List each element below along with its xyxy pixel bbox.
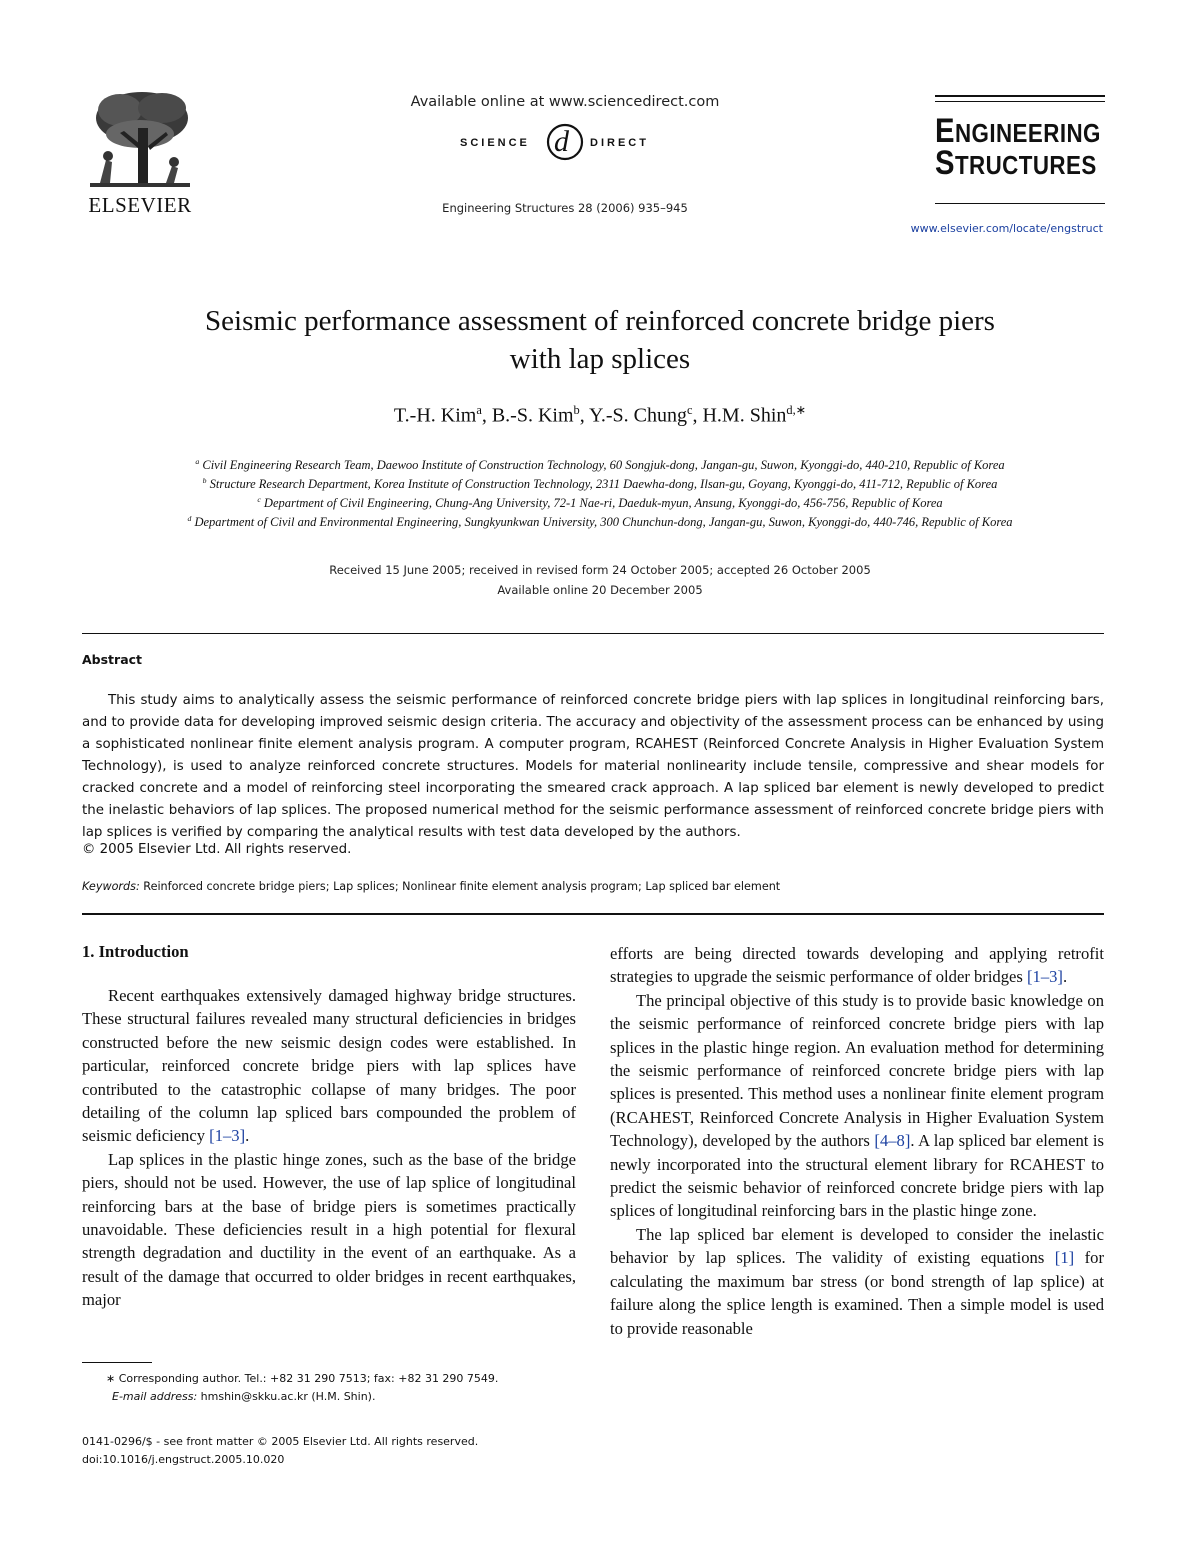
author-affil-mark: d,∗: [786, 403, 807, 417]
available-online-text: Available online at www.sciencedirect.com: [410, 94, 720, 110]
paper-title: Seismic performance assessment of reinforced concrete bridge piers with lap splices: [205, 305, 995, 375]
affiliation-b: $^b$ Structure Research Department, Korea Institute of Construction Technology, 2311 Daewha-dong, Ilsan-gu, Goyang, Kyonggi-do, 411-712, Republic of Korea: [202, 476, 998, 492]
author-name: Y.-S. Chung: [588, 404, 687, 427]
author-name: H.M. Shin: [702, 404, 787, 427]
journal-title-logo: ENGINEERING STRUCTURES: [935, 112, 1101, 182]
abstract-bottom-rule: [82, 913, 1104, 915]
journal-url-link[interactable]: www.elsevier.com/locate/engstruct: [910, 222, 1103, 235]
affiliation-a: $^a$ Civil Engineering Research Team, Daewoo Institute of Construction Technology, 60 Songjuk-dong, Jangan-gu, Suwon, Kyonggi-do, 440-210, Republic of Korea: [195, 457, 1005, 473]
sciencedirect-left-word: SCIENCE: [460, 137, 530, 149]
footnote-rule: [82, 1362, 152, 1363]
author-affil-mark: a: [476, 403, 482, 417]
corresponding-author-note: ∗ Corresponding author. Tel.: +82 31 290 7513; fax: +82 31 290 7549.: [106, 1372, 499, 1385]
keywords-list: Reinforced concrete bridge piers; Lap splices; Nonlinear finite element analysis program; Lap spliced bar element: [143, 880, 781, 893]
affiliation-c: $^c$ Department of Civil Engineering, Chung-Ang University, 72-1 Nae-ri, Daeduk-myun, Ansung, Kyonggi-do, 456-756, Republic of Korea: [257, 495, 943, 511]
citation-link[interactable]: [4–8]: [874, 1131, 911, 1151]
journal-reference: Engineering Structures 28 (2006) 935–945: [442, 201, 688, 215]
abstract-top-rule: [82, 633, 1104, 634]
publisher-name: ELSEVIER: [88, 193, 192, 217]
author-affil-mark: c: [686, 403, 693, 417]
section-heading-introduction: 1. Introduction: [82, 942, 189, 961]
left-column: [82, 984, 576, 1312]
journal-title-rule-top: [935, 95, 1105, 97]
keywords-label: Keywords:: [82, 880, 140, 893]
citation-link[interactable]: [1–3]: [1027, 967, 1063, 987]
paragraph: Lap splices in the plastic hinge zones, such as the base of the bridge piers, should not be used. However, the use of lap splice of longitudinal reinforcing bars at the base of bridge piers is sometimes practically unavoidable. These deficiencies result in a high potential for flexural strength degradation and ductility in the event of an earthquake. As a result of the damage that occurred to older bridges in recent earthquakes, major: [82, 1149, 576, 1310]
sciencedirect-at-logo: [440, 118, 690, 164]
paragraph: The lap spliced bar element is developed to consider the inelastic behavior by lap splices. The validity of existing equations [1] for calculating the maximum bar stress (or bond strength of lap splice) at failure along the splice length is examined. Then a simple model is used to provide reasonable: [610, 1224, 1104, 1338]
footnote: [82, 1370, 576, 1406]
abstract-body: This study aims to analytically assess the seismic performance of reinforced concrete bridge piers with lap splices in longitudinal reinforcing bars, and to provide data for developing improved seismic design criteria. The accuracy and objectivity of the assessment process can be enhanced by using a sophisticated nonlinear finite element analysis program. A computer program, RCAHEST (Reinforced Concrete Analysis in Higher Evaluation System Technology), is used to analyze reinforced concrete structures. Models for material nonlinearity include tensile, compressive and shear models for cracked concrete and a model of reinforcing steel incorporating the smeared crack approach. A lap spliced bar element is newly developed to predict the inelastic behaviors of lap splices. The proposed numerical method for the seismic performance assessment of reinforced concrete bridge piers with lap splices is verified by comparing the analytical results with test data developed by the authors.: [82, 693, 1104, 840]
author-affil-mark: b: [573, 403, 580, 417]
article-dates: Received 15 June 2005; received in revised form 24 October 2005; accepted 26 October 2005 Available online 20 December 2005: [329, 563, 871, 597]
citation-link[interactable]: [1]: [1054, 1248, 1075, 1268]
author-name: B.-S. Kim: [491, 404, 574, 427]
right-column: [610, 942, 1104, 1340]
doi-line[interactable]: doi:10.1016/j.engstruct.2005.10.020: [82, 1453, 285, 1466]
email-note: E-mail address: hmshin@skku.ac.kr (H.M. Shin).: [112, 1390, 376, 1403]
journal-title-rule-second: [935, 101, 1105, 102]
affiliation-d: $^d$ Department of Civil and Environmental Engineering, Sungkyunkwan University, 300 Chunchun-dong, Jangan-gu, Suwon, Kyonggi-do, 440-746, Republic of Korea: [187, 514, 1013, 530]
email-address[interactable]: hmshin@skku.ac.kr (H.M. Shin).: [197, 1390, 376, 1403]
issn-line: 0141-0296/$ - see front matter © 2005 Elsevier Ltd. All rights reserved.: [82, 1435, 479, 1448]
paragraph: The principal objective of this study is to provide basic knowledge on the seismic performance of reinforced concrete bridge piers with lap splices in the plastic hinge region. An evaluation method for determining the seismic performance of reinforced concrete bridge piers with lap splices is presented. This method uses a nonlinear finite element program (RCAHEST, Reinforced Concrete Analysis in Higher Evaluation System Technology), developed by the authors [4–8]. A lap spliced bar element is newly incorporated into the structural element library for RCAHEST to predict the seismic behavior of reinforced concrete bridge piers with lap splices of longitudinal reinforcing bars in the plastic hinge zone.: [610, 990, 1105, 1221]
citation-link[interactable]: [1–3]: [209, 1126, 246, 1146]
paragraph: Recent earthquakes extensively damaged highway bridge structures. These structural failures revealed many structural deficiencies in bridges constructed before the new seismic design codes were established. In particular, reinforced concrete bridge piers with lap splices have contributed to the catastrophic collapse of many bridges. The poor detailing of the column lap spliced bars compounded the problem of seismic deficiency [1–3].: [82, 986, 576, 1146]
journal-title-rule-bottom: [935, 203, 1105, 204]
abstract-copyright: © 2005 Elsevier Ltd. All rights reserved.: [82, 842, 352, 857]
author-name: T.-H. Kim: [393, 404, 477, 427]
abstract-heading: Abstract: [82, 652, 143, 667]
sciencedirect-right-word: DIRECT: [590, 137, 649, 149]
svg-text:d: d: [554, 125, 569, 158]
author-list: T.-H. Kim$^a$, B.-S. Kim$^b$, Y.-S. Chung$^c$, H.M. Shin$^{d,∗}$: [393, 403, 807, 427]
front-matter-info: [82, 1433, 576, 1469]
paragraph: efforts are being directed towards developing and applying retrofit strategies to upgrade the seismic performance of older bridges [1–3].: [610, 944, 1104, 987]
keywords-line: [82, 880, 1104, 893]
